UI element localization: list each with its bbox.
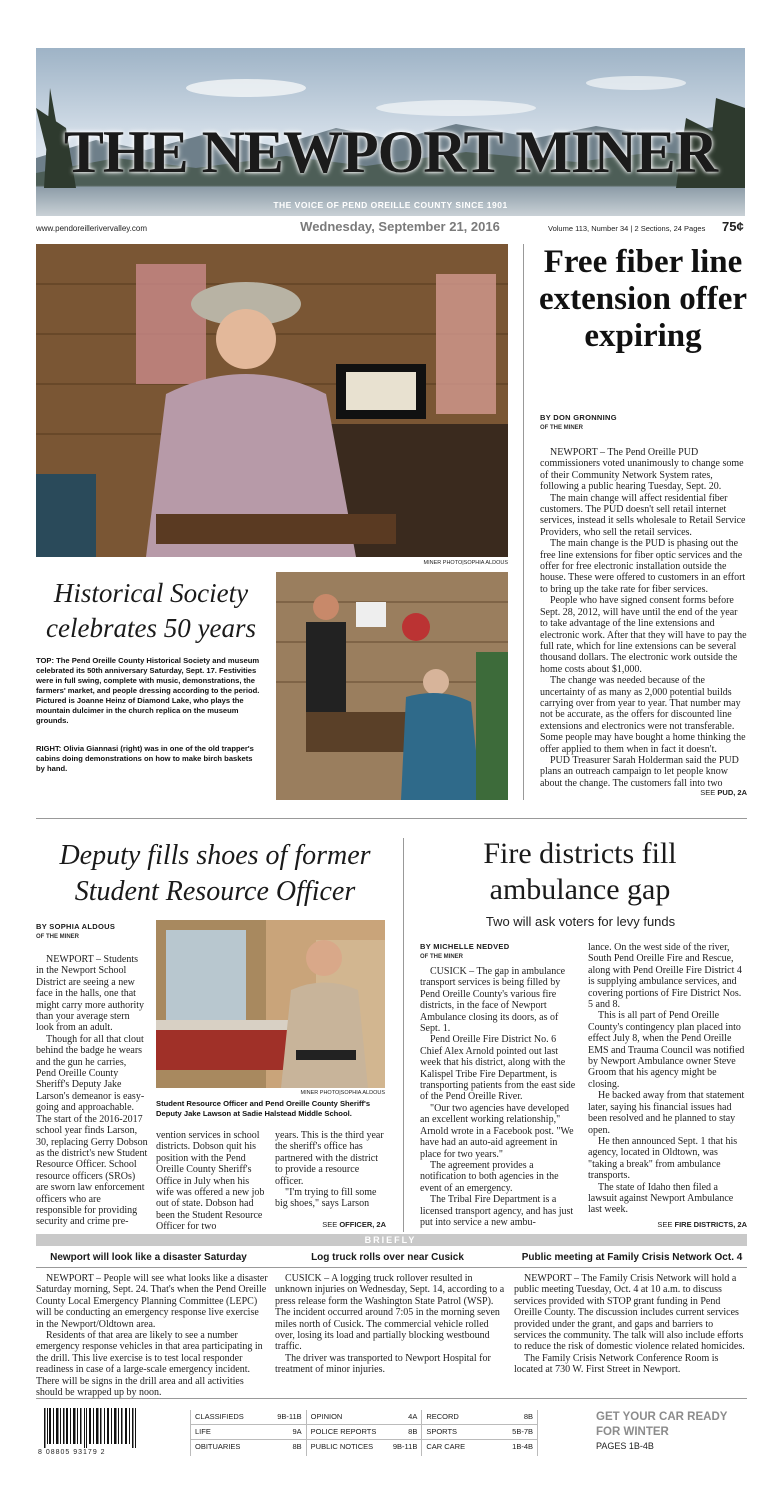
fiber-headline[interactable]: Free fiber line extension offer expiring (538, 244, 748, 354)
fire-jump-ref: FIRE DISTRICTS, 2A (674, 1220, 747, 1229)
index-page: 9B-11B (277, 1412, 302, 1421)
paragraph: "Our two agencies have developed an excellent working relationship," Arnold wrote in a Facebook post. "We have had an auto-aid agreement in place for two years." (420, 1102, 574, 1160)
fire-byline: BY MICHELLE NEDVED (420, 942, 510, 951)
index-row[interactable] (422, 1440, 537, 1454)
index-label: LIFE (195, 1427, 211, 1436)
index-column (422, 1410, 538, 1456)
index-page: 8B (292, 1442, 302, 1451)
historical-right-photo (276, 572, 508, 800)
fire-byline-org: OF THE MINER (420, 954, 463, 960)
index-label: OBITUARIES (195, 1442, 241, 1451)
barcode-icon (38, 1408, 146, 1448)
paragraph: "I'm trying to fill some big shoes," says Larson (275, 1187, 377, 1210)
promo-line2: FOR WINTER (596, 1426, 669, 1438)
masthead-banner (36, 48, 745, 216)
index-page: 8B (523, 1412, 534, 1421)
see-label: SEE (657, 1220, 673, 1229)
brief-headline[interactable]: Newport will look like a disaster Saturday (50, 1252, 247, 1263)
historical-headline[interactable]: Historical Society celebrates 50 years (46, 578, 256, 643)
paragraph: The state of Idaho then filed a lawsuit against Newport Ambulance last week. (588, 1181, 734, 1216)
index-row[interactable] (191, 1425, 306, 1440)
paragraph: The main change will affect residential fiber customers. The PUD doesn't sell retail internet services, instead it sells wholesale to Retail Service Providers, who sell the retail services. (540, 492, 746, 538)
deputy-byline-org: OF THE MINER (36, 934, 79, 940)
paragraph: This is all part of Pend Oreille County's contingency plan placed into effect July 8, when the Pend Oreille EMS and Trauma Council was notified by Newport Ambulance owner Steve Groom that his agency might be closing. (588, 1010, 745, 1090)
index-column (191, 1410, 307, 1456)
footer-divider (36, 1398, 747, 1399)
paragraph: vention services in school districts. Dobson quit his position with the Pend Oreille County Sheriff's Office in July when his wife was offered a new job out of state. Dobson had been the Student Resource Officer for two (156, 1130, 265, 1233)
see-label: SEE (700, 788, 716, 797)
index-label: OPINION (310, 1412, 343, 1421)
deputy-jump[interactable] (280, 1220, 386, 1229)
paragraph: NEWPORT – The Family Crisis Network will hold a public meeting Tuesday, Oct. 4 at 10 a.m. to discuss services provided with STOP grant funding in Pend Oreille County. The discussion includes current services provided under the grant, and gaps and barriers to services the community. The talk will also include efforts to reduce the risk of domestic violence related homicides. (514, 1273, 745, 1353)
index-column (307, 1410, 423, 1456)
historical-top-photo (36, 244, 508, 557)
fire-subhead: Two will ask voters for levy funds (485, 914, 676, 929)
issue-date: Wednesday, September 21, 2016 (300, 219, 500, 234)
paragraph: The change was needed because of the uncertainty of as many as 2,000 potential builds carrying over from year to year. That number may not be accurate, as the offers for discounted line extensions and electronics were not transferable. Some people may have bought a home thinking the offer applied to them when in fact it doesn't. (540, 675, 746, 755)
index-page: 5B-7B (512, 1427, 534, 1436)
paragraph: NEWPORT – Students in the Newport School District are seeing a new face in the halls, one that might carry more authority than your average stern look from an adult. (36, 954, 145, 1034)
paragraph: The main change is the PUD is phasing out the free line extensions for fiber optic services and the offer for free electronic installation outside the house. These were offered to customers in an effort to bring up the take rate for fiber services. (540, 538, 746, 595)
paragraph: Though for all that clout behind the badge he wears and the gun he carries, Pend Oreille County Sheriff's Deputy Jake Larson's demeanor is easy-going and approachable. The start of the 2016-2017 school year finds Larson, 30, replacing Gerry Dobson as the district's new Student Resource Officer. School resource officers (SROs) are sworn law enforcement officers who are responsible for providing security and crime pre- (36, 1033, 148, 1228)
index-page: 9B-11B (392, 1442, 418, 1451)
briefly-label: BRIEFLY (364, 1235, 417, 1245)
deputy-caption: Student Resource Officer and Pend Oreille County Sheriff's Deputy Jake Lawson at Sadie Halstead Middle School. (156, 1099, 371, 1118)
index-row[interactable] (422, 1425, 537, 1440)
fire-body-col1 (420, 966, 580, 1228)
masthead-tagline: THE VOICE OF PEND OREILLE COUNTY SINCE 1901 (273, 200, 508, 210)
index-page: 8B (408, 1427, 418, 1436)
index-label: PUBLIC NOTICES (310, 1442, 374, 1451)
paragraph: NEWPORT – The Pend Oreille PUD commissioners voted unanimously to change some of their Community Network System rates, following a public hearing Tuesday, Sept. 20. (540, 447, 744, 493)
paragraph: PUD Treasurer Sarah Holderman said the PUD plans an outreach campaign to let people know about the change. The customers fall into two (540, 754, 739, 789)
fiber-body (540, 447, 747, 789)
paragraph: Residents of that area are likely to see a number emergency response vehicles in that area participating in the drill. This live exercise is to test local responder readiness in case of a large-scale emergency incident. There will be signs in the drill area and all activities should be wrapped up by noon. (36, 1330, 263, 1399)
photo-credit-deputy: MINER PHOTO|SOPHIA ALDOUS (300, 1090, 385, 1096)
paragraph: The agreement provides a notification to both agencies in the event of an emergency. (420, 1159, 559, 1194)
deputy-jump-ref: OFFICER, 2A (339, 1220, 386, 1229)
paragraph: CUSICK – The gap in ambulance transport services is being filled by Pend Oreille County's various fire districts, in the face of Newport Ambulance closing its doors, as of Sept. 1. (420, 966, 566, 1035)
column-divider (523, 244, 524, 800)
paragraph: People who have signed consent forms before Sept. 28, 2012, will have until the end of the year to take advantage of the line extensions and electronic work. After that they will have to pay the full rate, which for line extensions can be several thousand dollars. The electronic work outside the home costs about $1,000. (540, 595, 747, 675)
fiber-byline-org: OF THE MINER (540, 425, 583, 431)
website-url[interactable]: www.pendoreillerivervalley.com (36, 224, 148, 233)
fiber-byline: BY DON GRONNING (540, 413, 617, 422)
masthead-title: THE NEWPORT MINER (63, 119, 718, 185)
brief-headline[interactable]: Log truck rolls over near Cusick (311, 1252, 464, 1263)
index-label: POLICE REPORTS (310, 1427, 377, 1436)
deputy-photo (156, 920, 385, 1088)
deputy-body-col3 (275, 1130, 387, 1210)
paragraph: CUSICK – A logging truck rollover resulted in unknown injuries on Wednesday, Sept. 14, according to a press release form the Washington State Patrol (WSP). The incident occurred around 7:05 in the morning seven miles north of Cusick. The commercial vehicle rolled over, losing its load and partially blocking westbound traffic. (275, 1273, 505, 1353)
fire-body-col2 (588, 942, 748, 1216)
historical-caption-right: RIGHT: Olivia Giannasi (right) was in one of the old trapper's cabins doing demonstrations on how to make birch baskets by hand. (36, 744, 254, 773)
paragraph: He backed away from that statement later, saying his financial issues had been resolved and he planned to stay open. (588, 1090, 745, 1136)
brief-body (514, 1273, 747, 1376)
paragraph: The driver was transported to Newport Hospital for treatment of minor injuries. (275, 1352, 491, 1376)
index-page: 1B-4B (512, 1442, 534, 1451)
fire-headline[interactable]: Fire districts fill ambulance gap (483, 837, 677, 906)
index-row[interactable] (191, 1410, 306, 1425)
promo-line1: GET YOUR CAR READY (596, 1411, 728, 1423)
fire-jump[interactable] (600, 1220, 747, 1229)
index-label: SPORTS (426, 1427, 458, 1436)
historical-caption-top: TOP: The Pend Oreille County Historical Society and museum celebrated its 50th anniversary Saturday, Sept. 17. Festivities were in full swing, complete with music, demonstrations, the farmers' market, and people dressing according to the period. Pictured is Joanne Heinz of Diamond Lake, who plays the mountain dulcimer in the church replica on the museum grounds. (36, 656, 260, 725)
fiber-jump[interactable] (600, 788, 747, 797)
index-row[interactable] (191, 1440, 306, 1454)
deputy-byline: BY SOPHIA ALDOUS (36, 922, 116, 931)
paragraph: lance. On the west side of the river, South Pend Oreille Fire and Rescue, along with Pend Oreille Fire District 4 is supplying ambulance services, and covering portions of Fire District Nos. 5 and 8. (588, 942, 742, 1011)
paragraph: The Tribal Fire Department is a licensed transport agency, and has just put into service a new ambu- (420, 1194, 574, 1228)
index-row[interactable] (422, 1410, 537, 1425)
index-label: CLASSIFIEDS (195, 1412, 244, 1421)
deputy-headline[interactable]: Deputy fills shoes of former Student Resource Officer (59, 840, 371, 907)
barcode (38, 1408, 146, 1458)
paragraph: Pend Oreille Fire District No. 6 Chief Alex Arnold pointed out last week that his district, along with the Kalispel Tribe Fire Department, is transporting patients from the east side of the Pend Oreille River. (420, 1034, 576, 1103)
index-label: RECORD (426, 1412, 459, 1421)
index-row[interactable] (307, 1440, 422, 1454)
brief-headline[interactable]: Public meeting at Family Crisis Network Oct. 4 (521, 1252, 743, 1263)
paragraph: The Family Crisis Network Conference Room is located at 730 W. First Street in Newport. (514, 1352, 719, 1376)
barcode-digits: 8 08805 93179 2 (38, 1449, 106, 1456)
brief-body (36, 1273, 268, 1398)
promo-pages: PAGES 1B-4B (596, 1441, 654, 1451)
fiber-jump-ref: PUD, 2A (717, 788, 747, 797)
issue-price: 75¢ (722, 219, 744, 234)
deputy-body-col2 (156, 1130, 266, 1233)
index-page: 4A (408, 1412, 418, 1421)
deputy-body-col1 (36, 954, 148, 1228)
paragraph: NEWPORT – People will see what looks like a disaster Saturday morning, Sept. 24. That's when the Pend Oreille County Local Emergency Planning Committee (LEPC) will be conducting an emergency response live exercise in the Newport/Oldtown area. (36, 1273, 268, 1330)
issue-volume: Volume 113, Number 34 | 2 Sections, 24 Pages (548, 224, 706, 233)
paragraph: years. This is the third year the sheriff's office has partnered with the district to provide a resource officer. (275, 1130, 384, 1187)
index-row[interactable] (307, 1425, 422, 1440)
index-row[interactable] (307, 1410, 422, 1425)
section-divider (36, 818, 747, 819)
brief-body (275, 1273, 507, 1376)
photo-credit-top: MINER PHOTO|SOPHIA ALDOUS (423, 560, 508, 566)
index-table (190, 1410, 538, 1456)
paragraph: He then announced Sept. 1 that his agency, located in Oldtown, was "taking a break" from ambulance transports. (588, 1135, 738, 1182)
see-label: SEE (322, 1220, 338, 1229)
promo-teaser[interactable] (596, 1410, 756, 1453)
index-label: CAR CARE (426, 1442, 466, 1451)
index-page: 9A (292, 1427, 302, 1436)
column-divider (403, 838, 404, 1232)
brief-underline (36, 1267, 747, 1268)
